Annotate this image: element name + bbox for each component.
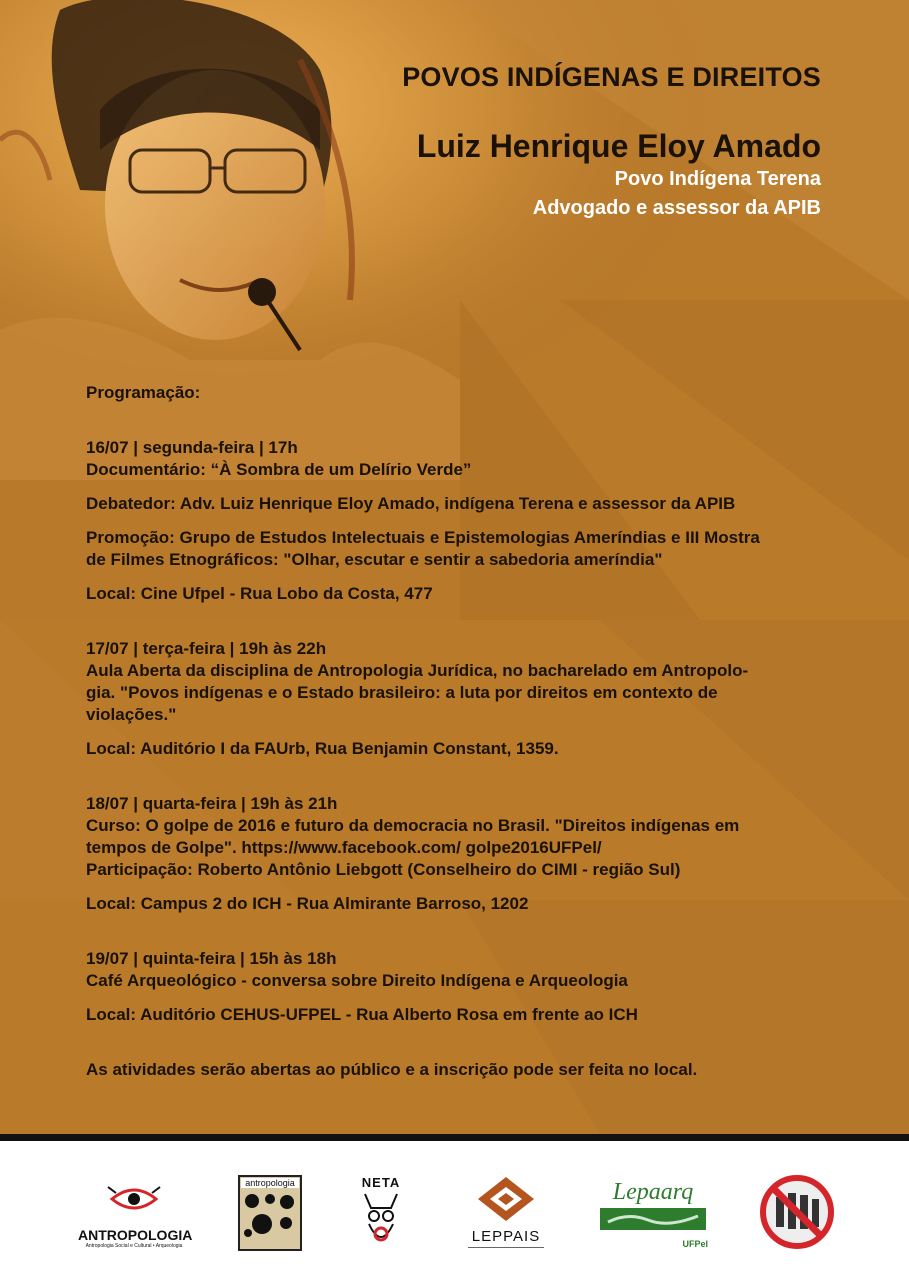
event-description: tempos de Golpe". https://www.facebook.com/ golpe2016UFPel/: [86, 838, 602, 857]
event-description: Curso: O golpe de 2016 e futuro da democracia no Brasil. "Direitos indígenas em: [86, 816, 740, 835]
event-date: 19/07 | quinta-feira | 15h às 18h: [86, 949, 337, 968]
logo-label: ANTROPOLOGIA: [78, 1227, 193, 1243]
logo-sublabel: Antropologia Social e Cultural • Arqueologia: [85, 1243, 183, 1249]
event-date: 18/07 | quarta-feira | 19h às 21h: [86, 794, 338, 813]
program-heading: Programação:: [86, 383, 201, 402]
event-description: violações.": [86, 705, 177, 724]
logo-sublabel: UFPel: [682, 1239, 708, 1249]
event-location: Local: Campus 2 do ICH - Rua Almirante Barroso, 1202: [86, 894, 529, 913]
event-promotion: Promoção: Grupo de Estudos Intelectuais e Epistemologias Ameríndias e III Mostra: [86, 528, 760, 547]
neta-logo: [355, 1175, 407, 1251]
eye-icon: [78, 1179, 190, 1221]
prohibition-logo: [760, 1175, 834, 1249]
event-block: [86, 437, 816, 605]
lepaarq-logo: [598, 1179, 708, 1249]
event-description: Documentário: “À Sombra de um Delírio Verde”: [86, 460, 472, 479]
antropologia-box-logo: [238, 1175, 302, 1251]
prohibition-icon: [760, 1175, 834, 1249]
event-description: Aula Aberta da disciplina de Antropologia Jurídica, no bacharelado em Antropolo-: [86, 661, 749, 680]
event-description: Café Arqueológico - conversa sobre Direito Indígena e Arqueologia: [86, 971, 628, 990]
event-participation: Participação: Roberto Antônio Liebgott (Conselheiro do CIMI - região Sul): [86, 860, 681, 879]
event-location: Local: Auditório CEHUS-UFPEL - Rua Alberto Rosa em frente ao ICH: [86, 1005, 638, 1024]
map-icon: [598, 1206, 708, 1234]
event-date: 16/07 | segunda-feira | 17h: [86, 438, 298, 457]
sponsor-footer: [0, 1141, 909, 1286]
event-date: 17/07 | terça-feira | 19h às 22h: [86, 639, 327, 658]
divider-bar: [0, 1134, 909, 1141]
event-block: [86, 793, 816, 915]
leppais-logo: [462, 1175, 550, 1253]
event-location: Local: Auditório I da FAUrb, Rua Benjamin Constant, 1359.: [86, 739, 559, 758]
logo-label: NETA: [361, 1175, 401, 1190]
speaker-people: Povo Indígena Terena: [614, 168, 821, 190]
event-block: [86, 948, 816, 1026]
speaker-name: Luiz Henrique Eloy Amado: [416, 128, 821, 164]
logo-label: LEPPAIS: [471, 1228, 541, 1245]
event-debater: Debatedor: Adv. Luiz Henrique Eloy Amado, indígena Terena e assessor da APIB: [86, 494, 736, 513]
closing-note: As atividades serão abertas ao público e a inscrição pode ser feita no local.: [86, 1060, 698, 1079]
dots-icon: [240, 1189, 300, 1243]
main-title: POVOS INDÍGENAS E DIREITOS: [402, 62, 821, 92]
event-location: Local: Cine Ufpel - Rua Lobo da Costa, 477: [86, 584, 433, 603]
event-block: [86, 638, 816, 760]
event-description: gia. "Povos indígenas e o Estado brasileiro: a luta por direitos em contexto de: [86, 683, 718, 702]
speaker-role: Advogado e assessor da APIB: [532, 197, 821, 219]
figure-icon: [355, 1190, 407, 1250]
diamond-icon: [462, 1175, 550, 1223]
antropologia-logo: [78, 1179, 193, 1254]
program-section: [86, 382, 816, 1081]
logo-label: Lepaarq: [612, 1179, 694, 1205]
event-promotion: de Filmes Etnográficos: "Olhar, escutar e sentir a sabedoria ameríndia": [86, 550, 663, 569]
logo-label: antropologia: [241, 1178, 299, 1188]
